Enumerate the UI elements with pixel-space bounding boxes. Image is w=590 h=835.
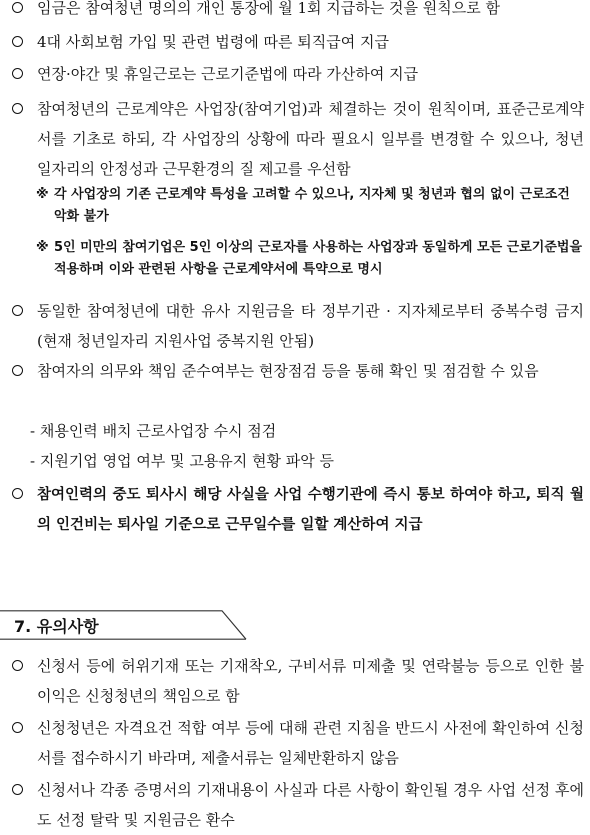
section-title: 7. 유의사항 xyxy=(14,617,99,636)
note-item xyxy=(36,184,584,228)
bullet-item xyxy=(12,59,584,89)
reference-mark-icon: ※ xyxy=(36,187,49,202)
dash-item: - 지원기업 영업 여부 및 고용유지 현황 파악 등 xyxy=(30,452,335,470)
circle-bullet-icon xyxy=(12,713,32,743)
circle-bullet-icon xyxy=(12,27,32,57)
bullet-text: 연장·야간 및 휴일근로는 근로기준법에 따라 가산하여 지급 xyxy=(37,65,419,83)
note-item xyxy=(36,237,584,281)
circle-bullet-icon xyxy=(12,0,32,23)
circle-bullet-icon xyxy=(12,59,32,89)
bullet-item xyxy=(12,651,584,711)
bullet-text: 동일한 참여청년에 대한 유사 지원금을 타 정부기관 · 지자체로부터 중복수령 금지(현재 청년일자리 지원사업 중복지원 안됨) xyxy=(37,302,584,350)
dash-item: - 채용인력 배치 근로사업장 수시 점검 xyxy=(30,422,277,440)
note-text: 5인 미만의 참여기업은 5인 이상의 근로자를 사용하는 사업장과 동일하게 모든 근로기준법을 적용하며 이와 관련된 사항을 근로계약서에 특약으로 명시 xyxy=(54,240,582,277)
bullet-item xyxy=(12,94,584,184)
bullet-item xyxy=(12,713,584,773)
bullet-item xyxy=(12,0,584,23)
note-text: 각 사업장의 기존 근로계약 특성을 고려할 수 있으나, 지자체 및 청년과 협의 없이 근로조건 악화 불가 xyxy=(54,187,570,224)
bullet-text: 신청청년은 자격요건 적합 여부 등에 대해 관련 지침을 반드시 사전에 확인하여 신청서를 접수하시기 바라며, 제출서류는 일체반환하지 않음 xyxy=(37,719,584,767)
circle-bullet-icon xyxy=(12,651,32,681)
bullet-item xyxy=(12,296,584,356)
circle-bullet-icon xyxy=(12,356,32,386)
bullet-item xyxy=(12,27,584,57)
bullet-item xyxy=(12,775,584,835)
bullet-text: 임금은 참여청년 명의의 개인 통장에 월 1회 지급하는 것을 원칙으로 함 xyxy=(37,0,500,17)
reference-mark-icon: ※ xyxy=(36,240,49,255)
bullet-text: 신청서 등에 허위기재 또는 기재착오, 구비서류 미제출 및 연락불능 등으로 인한 불이익은 신청청년의 책임으로 함 xyxy=(37,657,584,705)
bullet-text: 신청서나 각종 증명서의 기재내용이 사실과 다른 사항이 확인될 경우 사업 선정 후에도 선정 탈락 및 지원금은 환수 xyxy=(37,781,584,829)
circle-bullet-icon xyxy=(12,296,32,326)
bullet-text: 참여청년의 근로계약은 사업장(참여기업)과 체결하는 것이 원칙이며, 표준근로계약서를 기초로 하되, 각 사업장의 상황에 따라 필요시 일부를 변경할 수 있으나, 청년 일자리의 안정성과 근무환경의 질 제고를 우선함 xyxy=(37,100,584,178)
bullet-item xyxy=(12,356,584,386)
bullet-text: 4대 사회보험 가입 및 관련 법령에 따른 퇴직급여 지급 xyxy=(37,33,389,51)
circle-bullet-icon xyxy=(12,94,32,124)
circle-bullet-icon xyxy=(12,775,32,805)
bullet-item-bold xyxy=(12,480,584,540)
section-header xyxy=(0,610,248,640)
circle-bullet-icon xyxy=(12,480,32,510)
bullet-text: 참여자의 의무와 책임 준수여부는 현장점검 등을 통해 확인 및 점검할 수 있음 xyxy=(37,362,539,380)
bullet-text: 참여인력의 중도 퇴사시 해당 사실을 사업 수행기관에 즉시 통보 하여야 하고, 퇴직 월의 인건비는 퇴사일 기준으로 근무일수를 일할 계산하여 지급 xyxy=(37,487,584,533)
